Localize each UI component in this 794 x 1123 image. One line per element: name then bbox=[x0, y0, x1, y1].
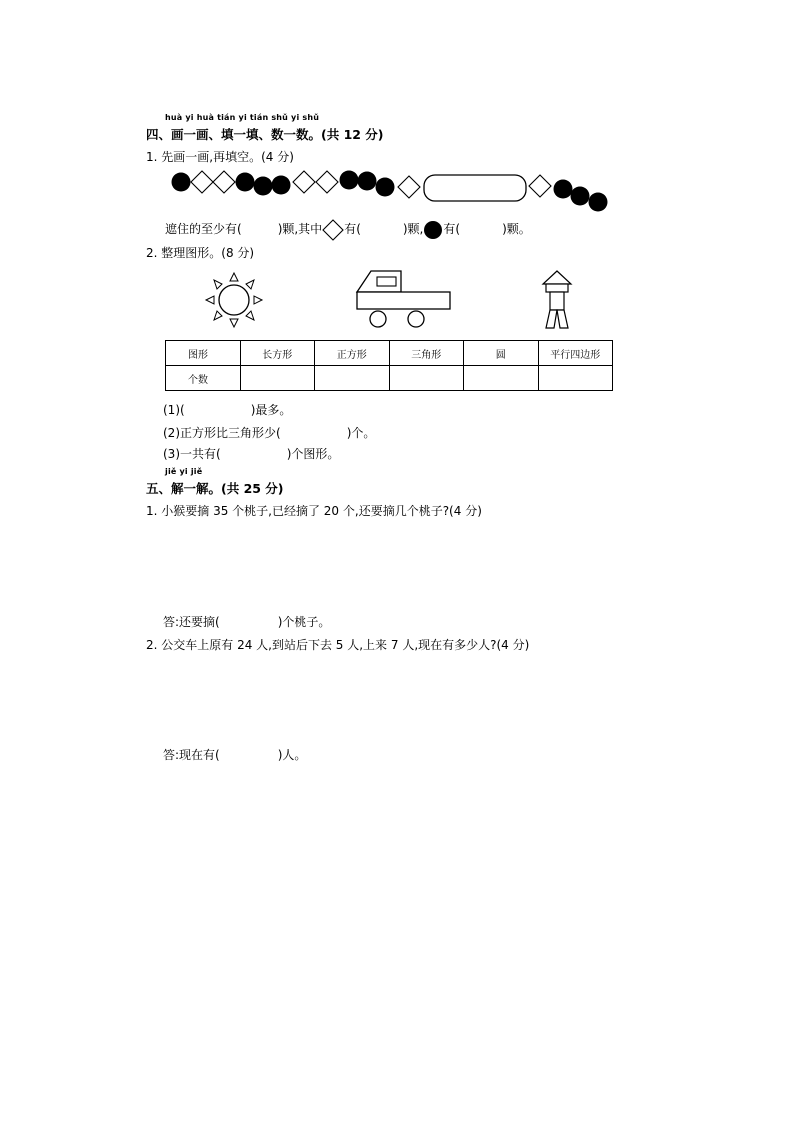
black-bead bbox=[571, 187, 590, 206]
table-header: 圆 bbox=[464, 341, 539, 366]
s5-q1-answer bbox=[163, 613, 330, 630]
diamond-icon bbox=[322, 219, 344, 241]
s5-q2-work-area[interactable] bbox=[165, 660, 595, 740]
table-header: 三角形 bbox=[389, 341, 464, 366]
shape-count-table bbox=[165, 340, 613, 391]
sub1-suffix: )最多。 bbox=[250, 403, 292, 417]
table-header: 长方形 bbox=[240, 341, 315, 366]
count-cell[interactable] bbox=[538, 366, 613, 391]
answer-mid3: )颗, bbox=[402, 222, 424, 236]
table-header-row bbox=[166, 341, 613, 366]
s5-q2-answer-prefix: 答:现在有( bbox=[163, 748, 220, 762]
count-cell[interactable] bbox=[464, 366, 539, 391]
count-cell[interactable] bbox=[389, 366, 464, 391]
section4-pinyin: huà yi huà tián yi tián shǔ yi shǔ bbox=[165, 113, 320, 122]
black-bead bbox=[554, 180, 573, 199]
bead-sequence-end bbox=[529, 175, 608, 212]
sub1-prefix: (1)( bbox=[163, 403, 185, 417]
bead-sequence bbox=[172, 171, 421, 199]
sub3-prefix: (3)一共有( bbox=[163, 447, 221, 461]
q2-title: 2. 整理图形。(8 分) bbox=[146, 246, 255, 260]
diamond-bead bbox=[213, 171, 235, 193]
table-row bbox=[166, 366, 613, 391]
black-bead bbox=[272, 176, 291, 195]
row-label: 个数 bbox=[166, 366, 241, 391]
answer-end: )颗。 bbox=[502, 222, 531, 236]
answer-mid2: 有( bbox=[344, 222, 361, 236]
diamond-bead bbox=[191, 171, 213, 193]
black-bead bbox=[172, 173, 191, 192]
answer-mid1: )颗,其中 bbox=[277, 222, 323, 236]
answer-mid4: 有( bbox=[443, 222, 461, 236]
section5-title: 五、解一解。(共 25 分) bbox=[146, 481, 284, 496]
black-bead bbox=[254, 177, 273, 196]
diamond-bead bbox=[316, 171, 338, 193]
s5-q1-title: 1. 小猴要摘 35 个桃子,已经摘了 20 个,还要摘几个桃子?(4 分) bbox=[146, 504, 482, 518]
q2-sub1 bbox=[163, 401, 291, 418]
count-cell[interactable] bbox=[240, 366, 315, 391]
sub2-suffix: )个。 bbox=[346, 426, 376, 440]
black-bead bbox=[589, 193, 608, 212]
s5-q2-title: 2. 公交车上原有 24 人,到站后下去 5 人,上来 7 人,现在有多少人?(4 分) bbox=[146, 638, 530, 652]
diamond-bead bbox=[529, 175, 551, 197]
truck-figure bbox=[353, 268, 453, 330]
s5-q2-answer bbox=[163, 746, 306, 763]
table-header: 正方形 bbox=[315, 341, 390, 366]
covered-box bbox=[424, 175, 526, 201]
answer-prefix: 遮住的至少有( bbox=[165, 222, 242, 236]
section5-pinyin: jiě yi jiě bbox=[165, 467, 203, 476]
black-circle-icon bbox=[423, 220, 443, 240]
rocket-figure bbox=[538, 268, 578, 332]
diamond-bead bbox=[398, 176, 420, 198]
s5-q2-answer-suffix: )人。 bbox=[277, 748, 307, 762]
s5-q1-answer-suffix: )个桃子。 bbox=[277, 615, 331, 629]
s5-q1-answer-prefix: 答:还要摘( bbox=[163, 615, 220, 629]
bead-pattern bbox=[165, 166, 615, 216]
sub3-suffix: )个图形。 bbox=[286, 447, 340, 461]
sub2-prefix: (2)正方形比三角形少( bbox=[163, 426, 281, 440]
s5-q1-work-area[interactable] bbox=[165, 525, 595, 605]
diamond-bead bbox=[293, 171, 315, 193]
count-cell[interactable] bbox=[315, 366, 390, 391]
black-bead bbox=[376, 178, 395, 197]
sun-figure bbox=[203, 271, 265, 329]
section4-title: 四、画一画、填一填、数一数。(共 12 分) bbox=[146, 127, 384, 142]
q1-answer-line bbox=[165, 218, 531, 240]
black-bead bbox=[236, 173, 255, 192]
table-header: 图形 bbox=[166, 341, 241, 366]
q2-sub3 bbox=[163, 445, 339, 462]
black-bead bbox=[358, 172, 377, 191]
black-bead bbox=[340, 171, 359, 190]
table-header: 平行四边形 bbox=[538, 341, 613, 366]
q1-title: 1. 先画一画,再填空。(4 分) bbox=[146, 150, 294, 164]
q2-sub2 bbox=[163, 424, 375, 441]
